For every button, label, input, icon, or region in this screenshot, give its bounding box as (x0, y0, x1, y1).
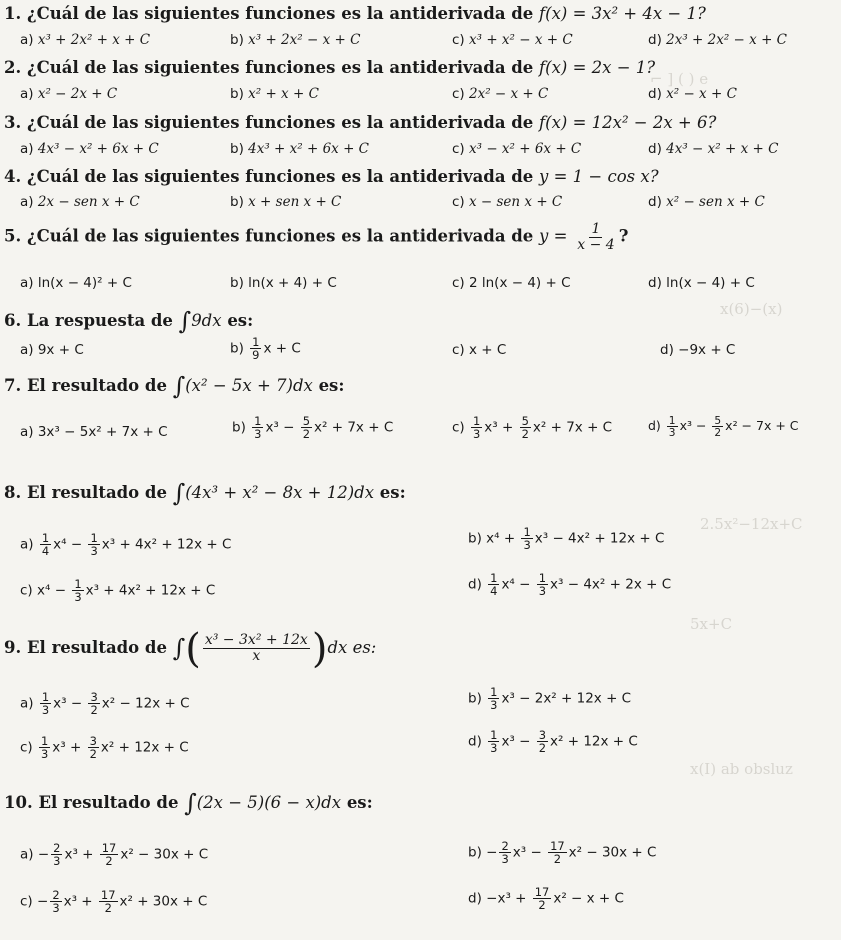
question-1: 1. ¿Cuál de las siguientes funciones es la antiderivada de f(x) = 3x² + 4x − 1? (4, 4, 706, 23)
question-5: 5. ¿Cuál de las siguientes funciones es la antiderivada de y = $\frac{1}{x - 4}$ ? (4, 221, 629, 253)
option-8a[interactable]: a) $\frac{1}{4}$ x⁴ − $\frac{1}{3}$ x³ + 4x² + 12x + C (20, 531, 232, 559)
option-4b[interactable]: b) x + sen x + C (230, 194, 342, 210)
option-3a[interactable]: a) 4x³ − x² + 6x + C (20, 141, 159, 157)
option-4d[interactable]: d) x² − sen x + C (648, 194, 765, 210)
question-4: 4. ¿Cuál de las siguientes funciones es la antiderivada de y = 1 − cos x? (4, 167, 659, 186)
option-10a[interactable]: a) − $\frac{2}{3}$ x³ + $\frac{17}{2}$ x² − 30x + C (20, 841, 209, 869)
option-4c[interactable]: c) x − sen x + C (452, 194, 563, 210)
option-3c[interactable]: c) x³ − x² + 6x + C (452, 141, 582, 157)
option-10b[interactable]: b) − $\frac{2}{3}$ x³ − $\frac{17}{2}$ x² − 30x + C (468, 839, 657, 867)
option-2b[interactable]: b) x² + x + C (230, 86, 319, 102)
option-8d[interactable]: d) $\frac{1}{4}$ x⁴ − $\frac{1}{3}$ x³ − 4x² + 2x + C (468, 571, 672, 599)
option-6c[interactable]: c) x + C (452, 342, 507, 358)
option-5a[interactable]: a) ln(x − 4)² + C (20, 275, 132, 291)
option-8c[interactable]: c) x⁴ − $\frac{1}{3}$ x³ + 4x² + 12x + C (20, 577, 216, 605)
option-4a[interactable]: a) 2x − sen x + C (20, 194, 140, 210)
option-5d[interactable]: d) ln(x − 4) + C (648, 275, 755, 291)
question-10: 10. El resultado de ∫(2x − 5)(6 − x)dx es: (4, 789, 373, 817)
option-6d[interactable]: d) −9x + C (660, 342, 736, 358)
question-7: 7. El resultado de ∫(x² − 5x + 7)dx es: (4, 372, 345, 400)
option-10d[interactable]: d) −x³ + $\frac{17}{2}$ x² − x + C (468, 885, 624, 913)
option-1c[interactable]: c) x³ + x² − x + C (452, 32, 573, 48)
question-2: 2. ¿Cuál de las siguientes funciones es la antiderivada de f(x) = 2x − 1? (4, 58, 656, 77)
bleed-through-text: 5x+C (690, 615, 733, 633)
option-6a[interactable]: a) 9x + C (20, 342, 84, 358)
option-7c[interactable]: c) $\frac{1}{3}$ x³ + $\frac{5}{2}$ x² + 7x + C (452, 414, 613, 442)
bleed-through-text: 2.5x²−12x+C (700, 515, 803, 533)
option-5b[interactable]: b) ln(x + 4) + C (230, 275, 337, 291)
question-6: 6. La respuesta de ∫9dx es: (4, 307, 254, 335)
option-10c[interactable]: c) − $\frac{2}{3}$ x³ + $\frac{17}{2}$ x² + 30x + C (20, 888, 208, 916)
option-6b[interactable]: b) $\frac{1}{9}$ x + C (230, 335, 301, 363)
option-8b[interactable]: b) x⁴ + $\frac{1}{3}$ x³ − 4x² + 12x + C (468, 525, 665, 553)
option-2a[interactable]: a) x² − 2x + C (20, 86, 118, 102)
option-7a[interactable]: a) 3x³ − 5x² + 7x + C (20, 424, 168, 440)
bleed-through-text: x(6)−(x) (720, 300, 783, 318)
option-2d[interactable]: d) x² − x + C (648, 86, 737, 102)
bleed-through-text: x(I) ab obsluz (690, 760, 793, 778)
question-8: 8. El resultado de ∫(4x³ + x² − 8x + 12)dx es: (4, 479, 406, 507)
question-3: 3. ¿Cuál de las siguientes funciones es la antiderivada de f(x) = 12x² − 2x + 6? (4, 113, 717, 132)
option-3d[interactable]: d) 4x³ − x² + x + C (648, 141, 779, 157)
bleed-through-text: ⌐ ] ( ) e (650, 70, 709, 88)
option-7d[interactable]: d) $\frac{1}{3}$ x³ − $\frac{5}{2}$ x² − 7x + C (648, 414, 799, 440)
option-9d[interactable]: d) $\frac{1}{3}$ x³ − $\frac{3}{2}$ x² + 12x + C (468, 728, 638, 756)
option-5c[interactable]: c) 2 ln(x − 4) + C (452, 275, 571, 291)
option-1a[interactable]: a) x³ + 2x² + x + C (20, 32, 151, 48)
option-3b[interactable]: b) 4x³ + x² + 6x + C (230, 141, 369, 157)
option-1b[interactable]: b) x³ + 2x² − x + C (230, 32, 361, 48)
option-9b[interactable]: b) $\frac{1}{3}$ x³ − 2x² + 12x + C (468, 685, 632, 713)
option-1d[interactable]: d) 2x³ + 2x² − x + C (648, 32, 787, 48)
option-2c[interactable]: c) 2x² − x + C (452, 86, 549, 102)
question-9: 9. El resultado de ∫( $\frac{\text{x³ − 3x² + 12x}}{x}$ )dx es: (4, 626, 377, 672)
option-9a[interactable]: a) $\frac{1}{3}$ x³ − $\frac{3}{2}$ x² − 12x + C (20, 690, 190, 718)
option-7b[interactable]: b) $\frac{1}{3}$ x³ − $\frac{5}{2}$ x² + 7x + C (232, 414, 394, 442)
option-9c[interactable]: c) $\frac{1}{3}$ x³ + $\frac{3}{2}$ x² + 12x + C (20, 734, 189, 762)
